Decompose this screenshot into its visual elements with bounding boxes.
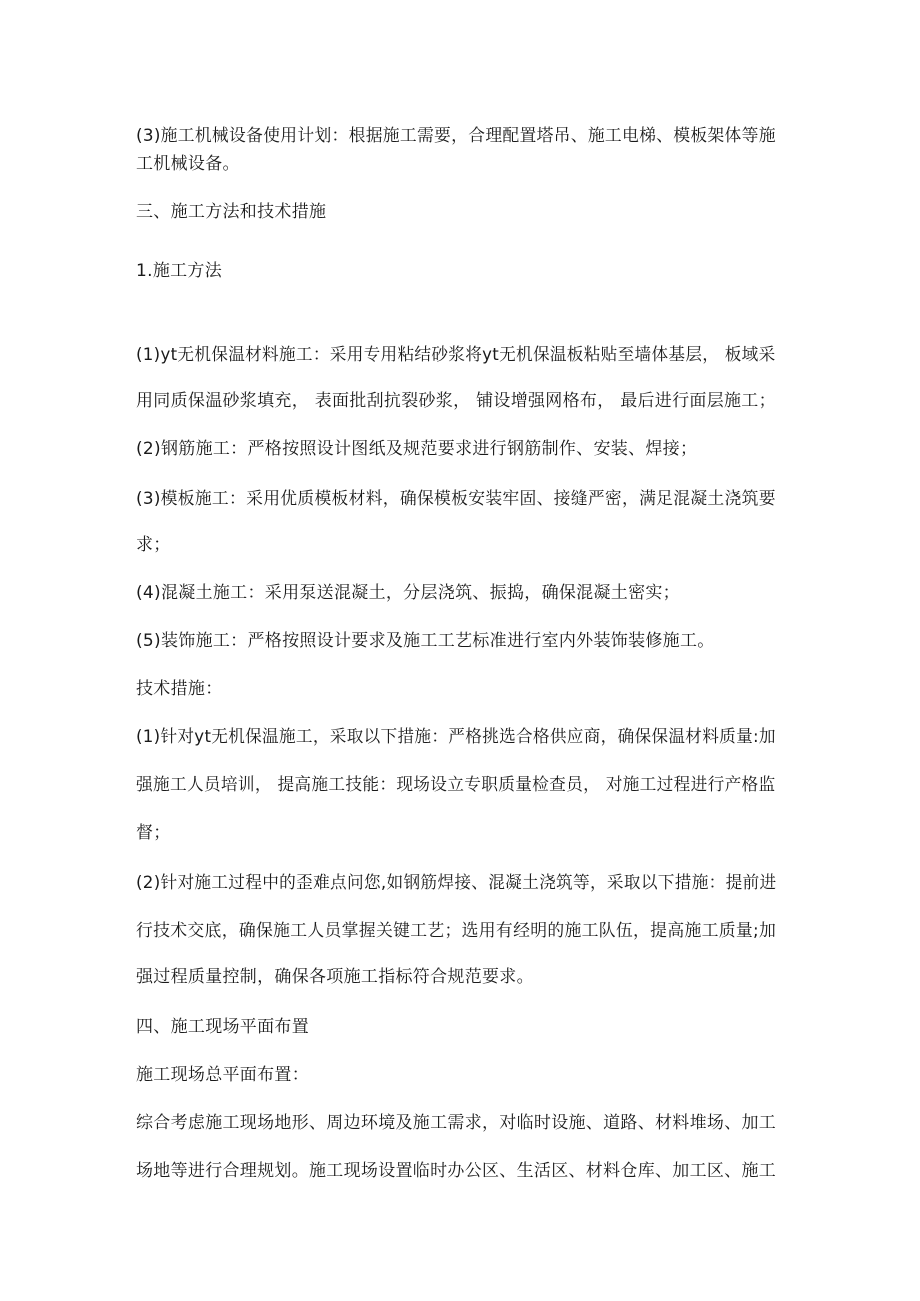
text-line-measure-1-end: 督； — [136, 823, 171, 843]
text-line-site-layout: 综合考虑施工现场地形、周边环境及施工需求，对临时设施、道路、材料堆场、加工 — [136, 1113, 777, 1133]
text-line-formwork: (3)模板施工：采用优质模板材料，确保模板安装牢固、接缝严密，满足混凝土浇筑要 — [136, 489, 776, 509]
text-line-concrete: (4)混凝土施工：采用泵送混凝土，分层浇筑、振捣，确保混凝土密实； — [136, 583, 680, 603]
subheading-methods: 1.施工方法 — [136, 261, 223, 281]
text-line-insulation-cont: 用同质保温砂浆填充， 表面批刮抗裂砂浆， 铺设增强网格布， 最后进行面层施工； — [136, 391, 776, 411]
text-line-measure-1-cont: 强施工人员培训， 提高施工技能：现场设立专职质量检查员， 对施工过程进行产格监 — [136, 775, 776, 795]
section-heading-site-layout: 四、施工现场平面布置 — [136, 1017, 309, 1037]
section-heading-methods: 三、施工方法和技术措施 — [136, 202, 327, 222]
text-line-decoration: (5)装饰施工：严格按照设计要求及施工工艺标准进行室内外装饰装修施工。 — [136, 631, 715, 651]
text-line-machinery-plan-cont: 工机械设备。 — [136, 154, 240, 174]
subheading-technical-measures: 技术措施： — [136, 679, 223, 699]
text-line-measure-1: (1)针对yt无机保温施工，采取以下措施：严格挑选合格供应商，确保保温材料质量:加 — [136, 727, 776, 747]
text-line-measure-2-end: 强过程质量控制，确保各项施工指标符合规范要求。 — [136, 967, 534, 987]
subheading-site-layout: 施工现场总平面布置： — [136, 1065, 309, 1085]
text-line-insulation: (1)yt无机保温材料施工：采用专用粘结砂浆将yt无机保温板粘贴至墙体基层， 板域采 — [136, 345, 776, 365]
text-line-machinery-plan: (3)施工机械设备使用计划：根据施工需要，合理配置塔吊、施工电梯、模板架体等施 — [136, 126, 776, 146]
text-line-measure-2: (2)针对施工过程中的歪难点问您,如钢筋焊接、混凝土浇筑等，采取以下措施：提前进 — [136, 873, 777, 893]
text-line-formwork-cont: 求； — [136, 535, 171, 555]
text-line-measure-2-cont: 行技术交底，确保施工人员掌握关键工艺；选用有经明的施工队伍，提高施工质量;加 — [136, 921, 777, 941]
text-line-rebar: (2)钢筋施工：严格按照设计图纸及规范要求进行钢筋制作、安装、焊接； — [136, 439, 698, 459]
text-line-site-layout-cont: 场地等进行合理规划。施工现场设置临时办公区、生活区、材料仓库、加工区、施工 — [136, 1161, 777, 1181]
